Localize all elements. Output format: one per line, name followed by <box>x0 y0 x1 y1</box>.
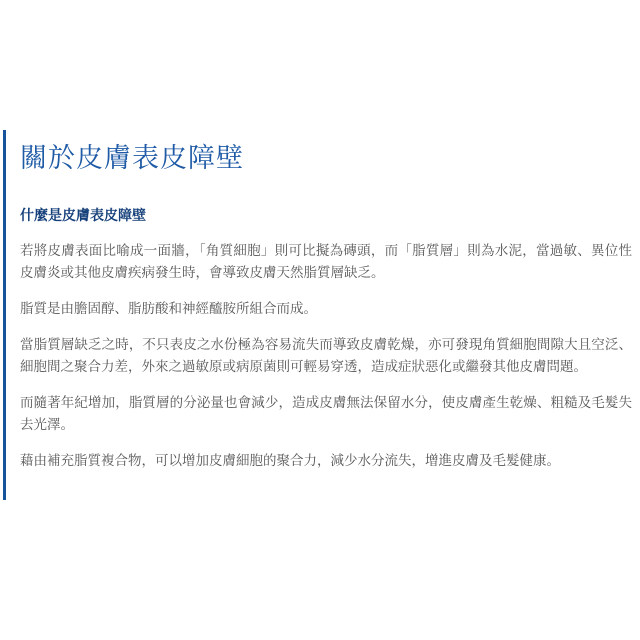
paragraph-aging: 而隨著年紀增加，脂質層的分泌量也會減少，造成皮膚無法保留水分，使皮膚產生乾燥、粗糙及毛髮失去光澤。 <box>20 395 632 433</box>
page-title: 關於皮膚表皮障壁 <box>20 143 244 174</box>
section-body <box>20 240 632 472</box>
accent-bar <box>3 130 6 500</box>
article <box>20 140 632 486</box>
paragraph-supplement: 藉由補充脂質複合物，可以增加皮膚細胞的聚合力，減少水分流失，增進皮膚及毛髮健康。 <box>20 453 560 469</box>
paragraph-lipid-deficiency: 當脂質層缺乏之時，不只表皮之水份極為容易流失而導致皮膚乾燥，亦可發現角質細胞間隙大且空泛、細胞間之聚合力差，外來之過敏原或病原菌則可輕易穿透，造成症狀惡化或繼發其他皮膚問題。 <box>20 337 632 375</box>
section-title: 什麼是皮膚表皮障壁 <box>20 208 146 224</box>
paragraph-wall-analogy: 若將皮膚表面比喻成一面牆，「角質細胞」則可比擬為磚頭，而「脂質層」則為水泥，當過敏、異位性皮膚炎或其他皮膚疾病發生時，會導致皮膚天然脂質層缺乏。 <box>20 243 632 281</box>
paragraph-lipid-composition: 脂質是由膽固醇、脂肪酸和神經醯胺所組合而成。 <box>20 301 317 317</box>
